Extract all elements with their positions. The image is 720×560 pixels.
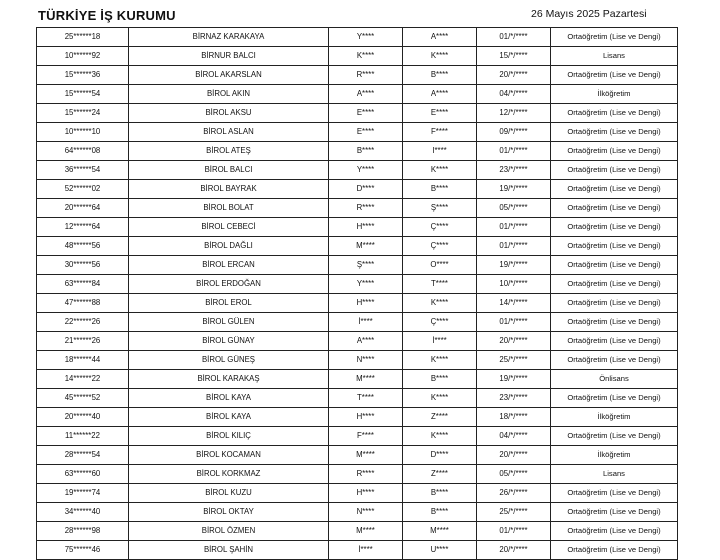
- mother-initial-cell: Z****: [403, 465, 477, 484]
- mother-initial-cell: K****: [403, 427, 477, 446]
- birth-date-cell: 19/*/****: [477, 256, 551, 275]
- mother-initial-cell: K****: [403, 294, 477, 313]
- birth-date-cell: 10/*/****: [477, 275, 551, 294]
- id-number-cell: 21******26: [37, 332, 129, 351]
- document-date: 26 Mayıs 2025 Pazartesi: [531, 8, 647, 20]
- mother-initial-cell: F****: [403, 123, 477, 142]
- table-row: [37, 446, 678, 465]
- father-initial-cell: K****: [329, 47, 403, 66]
- full-name-cell: BİROL GÜNAY: [129, 332, 329, 351]
- full-name-cell: BİROL ERCAN: [129, 256, 329, 275]
- birth-date-cell: 23/*/****: [477, 389, 551, 408]
- id-number-cell: 30******56: [37, 256, 129, 275]
- father-initial-cell: H****: [329, 218, 403, 237]
- full-name-cell: BİROL KARAKAŞ: [129, 370, 329, 389]
- birth-date-cell: 04/*/****: [477, 427, 551, 446]
- table-row: [37, 104, 678, 123]
- education-level-cell: Ortaöğretim (Lise ve Dengi): [551, 66, 678, 85]
- id-number-cell: 22******26: [37, 313, 129, 332]
- full-name-cell: BİRNAZ KARAKAYA: [129, 28, 329, 47]
- education-level-cell: Ortaöğretim (Lise ve Dengi): [551, 256, 678, 275]
- father-initial-cell: H****: [329, 484, 403, 503]
- id-number-cell: 63******60: [37, 465, 129, 484]
- mother-initial-cell: K****: [403, 161, 477, 180]
- table-row: [37, 427, 678, 446]
- id-number-cell: 28******54: [37, 446, 129, 465]
- birth-date-cell: 01/*/****: [477, 28, 551, 47]
- education-level-cell: Ortaöğretim (Lise ve Dengi): [551, 123, 678, 142]
- table-row: [37, 218, 678, 237]
- full-name-cell: BİRNUR BALCI: [129, 47, 329, 66]
- education-level-cell: Ortaöğretim (Lise ve Dengi): [551, 541, 678, 560]
- table-row: [37, 180, 678, 199]
- father-initial-cell: M****: [329, 522, 403, 541]
- education-level-cell: Lisans: [551, 47, 678, 66]
- birth-date-cell: 09/*/****: [477, 123, 551, 142]
- table-row: [37, 465, 678, 484]
- education-level-cell: Ortaöğretim (Lise ve Dengi): [551, 275, 678, 294]
- id-number-cell: 19******74: [37, 484, 129, 503]
- father-initial-cell: Y****: [329, 275, 403, 294]
- full-name-cell: BİROL AKSU: [129, 104, 329, 123]
- table-row: [37, 199, 678, 218]
- mother-initial-cell: Ş****: [403, 199, 477, 218]
- id-number-cell: 20******40: [37, 408, 129, 427]
- full-name-cell: BİROL AKIN: [129, 85, 329, 104]
- birth-date-cell: 20/*/****: [477, 332, 551, 351]
- birth-date-cell: 01/*/****: [477, 218, 551, 237]
- full-name-cell: BİROL EROL: [129, 294, 329, 313]
- full-name-cell: BİROL KILIÇ: [129, 427, 329, 446]
- education-level-cell: Ortaöğretim (Lise ve Dengi): [551, 389, 678, 408]
- id-number-cell: 36******54: [37, 161, 129, 180]
- mother-initial-cell: A****: [403, 28, 477, 47]
- candidate-table: [36, 27, 678, 560]
- full-name-cell: BİROL ÖZMEN: [129, 522, 329, 541]
- education-level-cell: Ortaöğretim (Lise ve Dengi): [551, 313, 678, 332]
- birth-date-cell: 01/*/****: [477, 142, 551, 161]
- table-row: [37, 484, 678, 503]
- father-initial-cell: B****: [329, 142, 403, 161]
- education-level-cell: İlköğretim: [551, 85, 678, 104]
- birth-date-cell: 01/*/****: [477, 313, 551, 332]
- birth-date-cell: 12/*/****: [477, 104, 551, 123]
- full-name-cell: BİROL KAYA: [129, 389, 329, 408]
- table-row: [37, 237, 678, 256]
- id-number-cell: 20******64: [37, 199, 129, 218]
- mother-initial-cell: B****: [403, 370, 477, 389]
- birth-date-cell: 26/*/****: [477, 484, 551, 503]
- id-number-cell: 45******52: [37, 389, 129, 408]
- education-level-cell: Ortaöğretim (Lise ve Dengi): [551, 522, 678, 541]
- mother-initial-cell: Ç****: [403, 237, 477, 256]
- mother-initial-cell: K****: [403, 47, 477, 66]
- birth-date-cell: 14/*/****: [477, 294, 551, 313]
- mother-initial-cell: U****: [403, 541, 477, 560]
- birth-date-cell: 19/*/****: [477, 370, 551, 389]
- birth-date-cell: 20/*/****: [477, 66, 551, 85]
- table-row: [37, 313, 678, 332]
- table-row: [37, 161, 678, 180]
- table-row: [37, 47, 678, 66]
- father-initial-cell: H****: [329, 294, 403, 313]
- table-row: [37, 142, 678, 161]
- full-name-cell: BİROL KORKMAZ: [129, 465, 329, 484]
- table-row: [37, 123, 678, 142]
- father-initial-cell: A****: [329, 332, 403, 351]
- id-number-cell: 34******40: [37, 503, 129, 522]
- father-initial-cell: İ****: [329, 313, 403, 332]
- father-initial-cell: R****: [329, 465, 403, 484]
- full-name-cell: BİROL GÜLEN: [129, 313, 329, 332]
- table-row: [37, 275, 678, 294]
- id-number-cell: 14******22: [37, 370, 129, 389]
- full-name-cell: BİROL ŞAHİN: [129, 541, 329, 560]
- table-row: [37, 522, 678, 541]
- father-initial-cell: H****: [329, 408, 403, 427]
- father-initial-cell: N****: [329, 503, 403, 522]
- full-name-cell: BİROL GÜNEŞ: [129, 351, 329, 370]
- birth-date-cell: 04/*/****: [477, 85, 551, 104]
- id-number-cell: 10******10: [37, 123, 129, 142]
- education-level-cell: İlköğretim: [551, 408, 678, 427]
- birth-date-cell: 25/*/****: [477, 503, 551, 522]
- full-name-cell: BİROL OKTAY: [129, 503, 329, 522]
- full-name-cell: BİROL KAYA: [129, 408, 329, 427]
- id-number-cell: 11******22: [37, 427, 129, 446]
- father-initial-cell: İ****: [329, 541, 403, 560]
- id-number-cell: 15******24: [37, 104, 129, 123]
- organization-title: TÜRKİYE İŞ KURUMU: [38, 8, 176, 23]
- education-level-cell: Ortaöğretim (Lise ve Dengi): [551, 484, 678, 503]
- table-row: [37, 28, 678, 47]
- id-number-cell: 28******98: [37, 522, 129, 541]
- table-row: [37, 85, 678, 104]
- birth-date-cell: 23/*/****: [477, 161, 551, 180]
- mother-initial-cell: E****: [403, 104, 477, 123]
- education-level-cell: Ortaöğretim (Lise ve Dengi): [551, 180, 678, 199]
- id-number-cell: 64******08: [37, 142, 129, 161]
- father-initial-cell: E****: [329, 123, 403, 142]
- father-initial-cell: E****: [329, 104, 403, 123]
- mother-initial-cell: B****: [403, 66, 477, 85]
- id-number-cell: 15******54: [37, 85, 129, 104]
- id-number-cell: 12******64: [37, 218, 129, 237]
- father-initial-cell: N****: [329, 351, 403, 370]
- id-number-cell: 18******44: [37, 351, 129, 370]
- education-level-cell: Ortaöğretim (Lise ve Dengi): [551, 294, 678, 313]
- full-name-cell: BİROL CEBECİ: [129, 218, 329, 237]
- full-name-cell: BİROL BALCI: [129, 161, 329, 180]
- mother-initial-cell: B****: [403, 484, 477, 503]
- mother-initial-cell: O****: [403, 256, 477, 275]
- mother-initial-cell: Z****: [403, 408, 477, 427]
- mother-initial-cell: Ç****: [403, 313, 477, 332]
- education-level-cell: Ortaöğretim (Lise ve Dengi): [551, 161, 678, 180]
- father-initial-cell: M****: [329, 237, 403, 256]
- mother-initial-cell: K****: [403, 351, 477, 370]
- father-initial-cell: R****: [329, 66, 403, 85]
- full-name-cell: BİROL BAYRAK: [129, 180, 329, 199]
- father-initial-cell: Y****: [329, 28, 403, 47]
- mother-initial-cell: İ****: [403, 332, 477, 351]
- father-initial-cell: Y****: [329, 161, 403, 180]
- table-row: [37, 66, 678, 85]
- table-row: [37, 256, 678, 275]
- education-level-cell: Ortaöğretim (Lise ve Dengi): [551, 332, 678, 351]
- mother-initial-cell: M****: [403, 522, 477, 541]
- full-name-cell: BİROL DAĞLI: [129, 237, 329, 256]
- birth-date-cell: 05/*/****: [477, 465, 551, 484]
- birth-date-cell: 19/*/****: [477, 180, 551, 199]
- table-row: [37, 389, 678, 408]
- birth-date-cell: 01/*/****: [477, 237, 551, 256]
- education-level-cell: Ortaöğretim (Lise ve Dengi): [551, 237, 678, 256]
- table-row: [37, 332, 678, 351]
- birth-date-cell: 01/*/****: [477, 522, 551, 541]
- table-row: [37, 503, 678, 522]
- father-initial-cell: T****: [329, 389, 403, 408]
- birth-date-cell: 20/*/****: [477, 446, 551, 465]
- mother-initial-cell: D****: [403, 446, 477, 465]
- table-row: [37, 351, 678, 370]
- candidate-table-body: [37, 28, 678, 560]
- mother-initial-cell: B****: [403, 503, 477, 522]
- education-level-cell: Ortaöğretim (Lise ve Dengi): [551, 503, 678, 522]
- education-level-cell: Ortaöğretim (Lise ve Dengi): [551, 427, 678, 446]
- candidate-table-container: [36, 27, 677, 560]
- id-number-cell: 52******02: [37, 180, 129, 199]
- table-row: [37, 408, 678, 427]
- id-number-cell: 75******46: [37, 541, 129, 560]
- birth-date-cell: 05/*/****: [477, 199, 551, 218]
- birth-date-cell: 18/*/****: [477, 408, 551, 427]
- table-row: [37, 294, 678, 313]
- mother-initial-cell: Ç****: [403, 218, 477, 237]
- full-name-cell: BİROL BOLAT: [129, 199, 329, 218]
- father-initial-cell: Ş****: [329, 256, 403, 275]
- father-initial-cell: M****: [329, 370, 403, 389]
- education-level-cell: Önlisans: [551, 370, 678, 389]
- birth-date-cell: 20/*/****: [477, 541, 551, 560]
- id-number-cell: 48******56: [37, 237, 129, 256]
- id-number-cell: 25******18: [37, 28, 129, 47]
- full-name-cell: BİROL ERDOĞAN: [129, 275, 329, 294]
- full-name-cell: BİROL KOCAMAN: [129, 446, 329, 465]
- father-initial-cell: M****: [329, 446, 403, 465]
- mother-initial-cell: A****: [403, 85, 477, 104]
- id-number-cell: 10******92: [37, 47, 129, 66]
- education-level-cell: Ortaöğretim (Lise ve Dengi): [551, 218, 678, 237]
- father-initial-cell: A****: [329, 85, 403, 104]
- table-row: [37, 370, 678, 389]
- education-level-cell: Ortaöğretim (Lise ve Dengi): [551, 104, 678, 123]
- education-level-cell: Ortaöğretim (Lise ve Dengi): [551, 199, 678, 218]
- id-number-cell: 47******88: [37, 294, 129, 313]
- full-name-cell: BİROL AKARSLAN: [129, 66, 329, 85]
- education-level-cell: İlköğretim: [551, 446, 678, 465]
- mother-initial-cell: T****: [403, 275, 477, 294]
- father-initial-cell: R****: [329, 199, 403, 218]
- father-initial-cell: D****: [329, 180, 403, 199]
- education-level-cell: Ortaöğretim (Lise ve Dengi): [551, 28, 678, 47]
- table-row: [37, 541, 678, 560]
- full-name-cell: BİROL KUZU: [129, 484, 329, 503]
- father-initial-cell: F****: [329, 427, 403, 446]
- mother-initial-cell: I****: [403, 142, 477, 161]
- full-name-cell: BİROL ASLAN: [129, 123, 329, 142]
- birth-date-cell: 15/*/****: [477, 47, 551, 66]
- mother-initial-cell: B****: [403, 180, 477, 199]
- id-number-cell: 15******36: [37, 66, 129, 85]
- full-name-cell: BİROL ATEŞ: [129, 142, 329, 161]
- education-level-cell: Lisans: [551, 465, 678, 484]
- document-header: [0, 0, 720, 30]
- education-level-cell: Ortaöğretim (Lise ve Dengi): [551, 142, 678, 161]
- mother-initial-cell: K****: [403, 389, 477, 408]
- birth-date-cell: 25/*/****: [477, 351, 551, 370]
- education-level-cell: Ortaöğretim (Lise ve Dengi): [551, 351, 678, 370]
- id-number-cell: 63******84: [37, 275, 129, 294]
